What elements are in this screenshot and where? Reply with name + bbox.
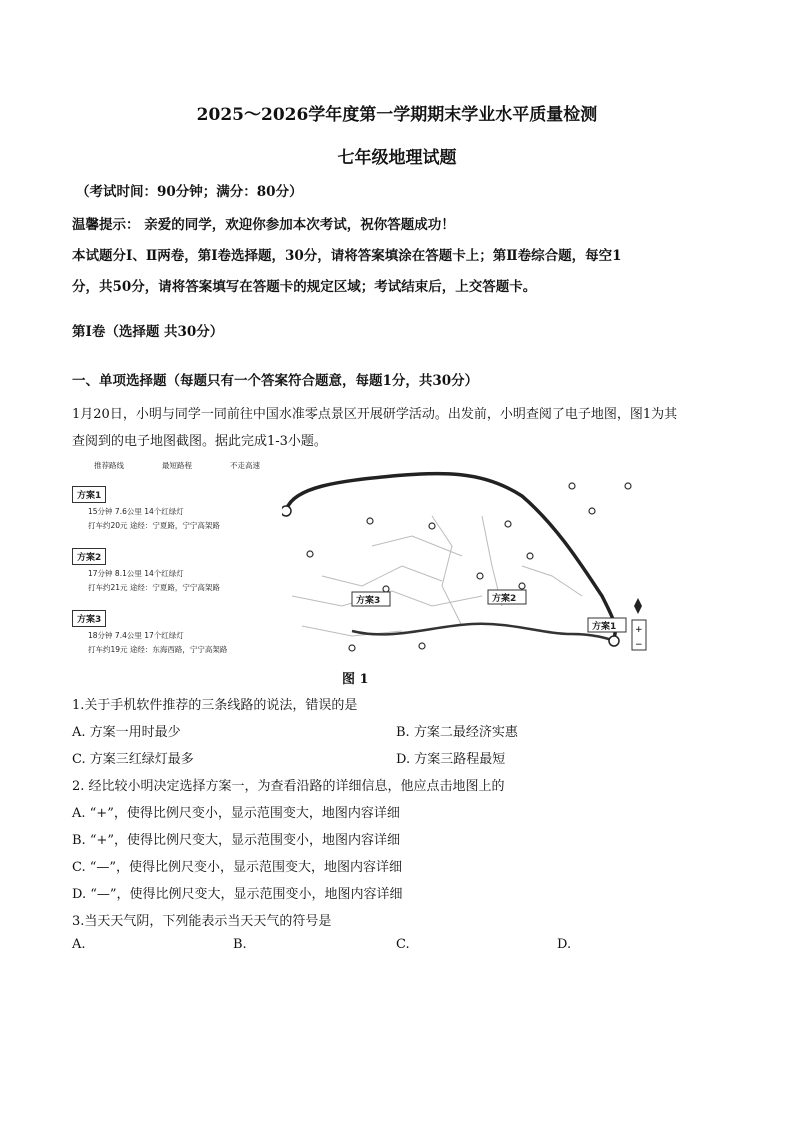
question-3-option-d[interactable]: D. [557, 937, 572, 952]
exam-info: （考试时间：90分钟；满分：80分） [76, 184, 303, 200]
question-1-option-d[interactable]: D. 方案三路程最短 [396, 752, 506, 767]
tab-recommended[interactable]: 推荐路线 [94, 461, 124, 470]
plan-stats: 17分钟 8.1公里 14个红绿灯 [88, 569, 184, 578]
svg-text:方案3: 方案3 [356, 596, 381, 606]
figure-caption: 图 1 [342, 672, 369, 687]
question-3-option-b[interactable]: B. [233, 937, 247, 952]
route-panel [64, 456, 264, 666]
question-2-option-d[interactable]: D. “—”，使得比例尺变大，显示范围变小，地图内容详细 [72, 887, 403, 902]
question-1-option-b[interactable]: B. 方案二最经济实惠 [396, 725, 518, 740]
compass-icon[interactable] [634, 598, 642, 614]
question-1-option-c[interactable]: C. 方案三红绿灯最多 [72, 752, 194, 767]
instructions-line-1: 本试题分Ⅰ、Ⅱ两卷，第Ⅰ卷选择题，30分，请将答案填涂在答题卡上；第Ⅱ卷综合题，每空1 [72, 248, 622, 264]
instructions-line-2: 分，共50分，请将答案填写在答题卡的规定区域；考试结束后，上交答题卡。 [72, 279, 537, 295]
question-1-stem: 1.关于手机软件推荐的三条线路的说法，错误的是 [72, 698, 358, 713]
route-path-main [286, 474, 615, 638]
question-2-option-b[interactable]: B. “+”，使得比例尺变大，显示范围变小，地图内容详细 [72, 833, 401, 848]
map-label-plan3[interactable] [352, 592, 390, 606]
question-3-option-c[interactable]: C. [396, 937, 410, 952]
question-1-option-a[interactable]: A. 方案一用时最少 [72, 725, 181, 740]
plan-name: 方案1 [72, 486, 106, 503]
svg-text:方案2: 方案2 [492, 594, 517, 604]
svg-text:方案1: 方案1 [592, 622, 617, 632]
plan-route: 打车约20元 途经：宁夏路，宁宁高架路 [88, 521, 220, 530]
route-map[interactable] [282, 456, 658, 666]
question-3-option-a[interactable]: A. [72, 937, 86, 952]
route-plan-3[interactable] [72, 610, 228, 654]
map-label-plan1[interactable] [588, 618, 626, 632]
map-label-plan2[interactable] [488, 590, 526, 604]
plan-route: 打车约21元 途经：宁夏路，宁宁高架路 [88, 583, 220, 592]
figure-1 [64, 456, 658, 666]
plan-route: 打车约19元 途经：东海西路，宁宁高架路 [88, 645, 228, 654]
plan-stats: 15分钟 7.6公里 14个红绿灯 [88, 507, 184, 516]
route-plan-2[interactable] [72, 548, 220, 592]
question-2-stem: 2. 经比较小明决定选择方案一，为查看沿路的详细信息，他应点击地图上的 [72, 779, 505, 794]
start-pin-icon [282, 506, 291, 516]
route-plan-1[interactable] [72, 486, 220, 530]
tab-no-highway[interactable]: 不走高速 [230, 461, 260, 470]
volume-title: 第Ⅰ卷（选择题 共30分） [72, 324, 224, 340]
tab-shortest[interactable]: 最短路程 [162, 461, 192, 470]
tip-text: 温馨提示： 亲爱的同学，欢迎你参加本次考试，祝你答题成功！ [72, 217, 455, 233]
part-title: 一、单项选择题（每题只有一个答案符合题意，每题1分，共30分） [72, 373, 479, 389]
plan-stats: 18分钟 7.4公里 17个红绿灯 [88, 631, 184, 640]
exam-title: 2025～2026学年度第一学期期末学业水平质量检测 [196, 105, 598, 125]
question-2-option-c[interactable]: C. “—”，使得比例尺变小，显示范围变大，地图内容详细 [72, 860, 403, 875]
question-3-stem: 3.当天天气阴，下列能表示当天天气的符号是 [72, 914, 332, 929]
zoom-in-button[interactable]: + [635, 625, 643, 635]
context-line-1: 1月20日，小明与同学一同前往中国水准零点景区开展研学活动。出发前，小明查阅了电子地图，图1为其 [72, 407, 678, 422]
street-network [292, 516, 582, 636]
end-pin-icon [609, 636, 619, 646]
zoom-controls [632, 620, 646, 650]
zoom-out-button[interactable]: − [635, 640, 643, 650]
context-line-2: 查阅到的电子地图截图。据此完成1-3小题。 [72, 434, 327, 449]
question-2-option-a[interactable]: A. “+”，使得比例尺变小，显示范围变大，地图内容详细 [72, 806, 400, 821]
plan-name: 方案3 [72, 610, 106, 627]
plan-name: 方案2 [72, 548, 106, 565]
exam-subtitle: 七年级地理试题 [337, 148, 457, 168]
